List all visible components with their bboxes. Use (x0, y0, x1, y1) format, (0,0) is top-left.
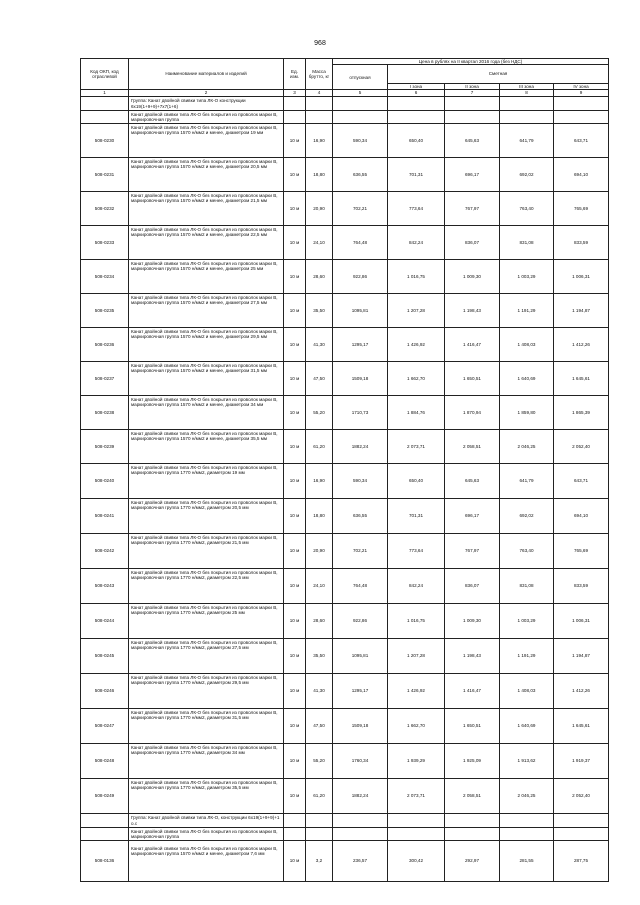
column-index-row (81, 90, 609, 97)
price-zone-3: 1 408,03 (500, 328, 554, 362)
item-code: 508-0231 (81, 158, 129, 192)
item-mass: 18,80 (306, 158, 333, 192)
item-mass: 3,2 (306, 841, 333, 882)
price-zone-3: 1 003,29 (500, 604, 554, 639)
header-release: отпускная (333, 65, 388, 90)
price-zone-2: 292,97 (445, 841, 500, 882)
price-zone-1: 300,42 (388, 841, 445, 882)
header-zone-2: II зона (445, 83, 500, 89)
item-unit: 10 м (284, 158, 306, 192)
item-name-text: Канат двойной свивки типа ЛК-О без покрытия из проволок марки В, маркировочная группа 1570 н/мм2 и менее, диаметром 20,5 мм (131, 159, 278, 170)
column-index-cell: 7 (445, 90, 500, 97)
table-row (81, 499, 609, 534)
item-unit: 10 м (284, 674, 306, 709)
item-name-text: Канат двойной свивки типа ЛК-О без покрытия из проволок марки В, маркировочная группа 1770 н/мм2, диаметром 27,5 мм (131, 640, 278, 651)
price-zone-2: 836,07 (445, 569, 500, 604)
table-row (81, 779, 609, 814)
item-mass: 55,20 (306, 396, 333, 430)
price-zone-2: 2 058,51 (445, 430, 500, 464)
column-index-cell: 2 (129, 90, 284, 97)
price-zone-4: 287,75 (554, 841, 609, 882)
price-zone-4: 1 645,61 (554, 709, 609, 744)
price-zone-3: 2 046,25 (500, 430, 554, 464)
column-index-cell: 5 (333, 90, 388, 97)
price-zone-2: 1 416,47 (445, 328, 500, 362)
price-zone-3: 831,08 (500, 569, 554, 604)
price-zone-1: 842,24 (388, 569, 445, 604)
column-index-cell: 4 (306, 90, 333, 97)
item-name (129, 744, 284, 779)
item-mass: 55,20 (306, 744, 333, 779)
price-zone-4: 1 412,26 (554, 674, 609, 709)
price-zone-2: 1 009,30 (445, 260, 500, 294)
price-zone-1: 1 426,92 (388, 674, 445, 709)
item-unit: 10 м (284, 779, 306, 814)
price-zone-4: 1 194,87 (554, 639, 609, 674)
item-unit: 10 м (284, 430, 306, 464)
price-release: 1095,81 (333, 294, 388, 328)
item-name (129, 294, 284, 328)
item-name-text: Канат двойной свивки типа ЛК-О без покрытия из проволок марки В, маркировочная группа 1770 н/мм2, диаметром 31,5 мм (131, 710, 278, 721)
price-zone-1: 773,64 (388, 534, 445, 569)
header-zone-3: III зона (500, 83, 554, 89)
header-unit: Ед. изм. (284, 59, 306, 90)
item-mass: 28,60 (306, 604, 333, 639)
item-mass: 16,90 (306, 124, 333, 158)
item-name (129, 226, 284, 260)
table-row (81, 841, 609, 882)
group-title: Группа: Канат двойной свивки типа ЛК-О, конструкции 6х19(1+9+9)+1 о.с (129, 814, 284, 828)
item-name (129, 328, 284, 362)
item-unit: 10 м (284, 260, 306, 294)
price-zone-4: 1 412,26 (554, 328, 609, 362)
group-subtitle: Канат двойной свивки типа ЛК-О без покрытия из проволок марки В, маркировочная группа (129, 828, 284, 841)
item-name (129, 464, 284, 499)
item-name-text: Канат двойной свивки типа ЛК-О без покрытия из проволок марки В, маркировочная группа 1570 н/мм2 и менее, диаметром 31,5 мм (131, 363, 278, 374)
price-zone-2: 2 058,51 (445, 779, 500, 814)
item-code: 508-0241 (81, 499, 129, 534)
price-zone-3: 1 640,69 (500, 362, 554, 396)
table-row (81, 534, 609, 569)
column-index-cell: 8 (500, 90, 554, 97)
price-zone-3: 1 191,29 (500, 294, 554, 328)
item-mass: 35,50 (306, 294, 333, 328)
price-release: 764,48 (333, 569, 388, 604)
table-row (81, 260, 609, 294)
item-name-text: Канат двойной свивки типа ЛК-О без покрытия из проволок марки В, маркировочная группа 1770 н/мм2, диаметром 25 мм (131, 605, 278, 616)
price-release: 590,34 (333, 464, 388, 499)
price-zone-4: 833,59 (554, 226, 609, 260)
price-zone-2: 767,97 (445, 192, 500, 226)
page-number: 968 (314, 40, 326, 47)
item-name (129, 124, 284, 158)
table-row (81, 604, 609, 639)
price-zone-3: 692,02 (500, 158, 554, 192)
item-code: 508-0237 (81, 362, 129, 396)
item-name-text: Канат двойной свивки типа ЛК-О без покрытия из проволок марки В, маркировочная группа 1570 н/мм2 и менее, диаметром 25 мм (131, 261, 278, 272)
item-mass: 41,30 (306, 328, 333, 362)
price-release: 1095,81 (333, 639, 388, 674)
item-name-text: Канат двойной свивки типа ЛК-О без покрытия из проволок марки В, маркировочная группа 1770 н/мм2, диаметром 21,5 мм (131, 535, 278, 546)
item-name-text: Канат двойной свивки типа ЛК-О без покрытия из проволок марки В, маркировочная группа 1570 н/мм2 и менее, диаметром 35,5 мм (131, 431, 278, 442)
price-table (80, 58, 609, 882)
item-unit: 10 м (284, 124, 306, 158)
price-zone-4: 765,69 (554, 192, 609, 226)
item-name-text: Канат двойной свивки типа ЛК-О без покрытия из проволок марки В, маркировочная группа 1770 н/мм2, диаметром 29,5 мм (131, 675, 278, 686)
price-zone-1: 1 884,76 (388, 396, 445, 430)
table-row (81, 639, 609, 674)
price-zone-2: 696,17 (445, 158, 500, 192)
price-zone-1: 1 016,75 (388, 260, 445, 294)
price-zone-3: 641,79 (500, 124, 554, 158)
price-zone-1: 2 073,71 (388, 430, 445, 464)
item-name-text: Канат двойной свивки типа ЛК-О без покрытия из проволок марки В, маркировочная группа 1570 н/мм2 и менее, диаметром 7,6 мм (131, 845, 278, 856)
item-unit: 10 м (284, 294, 306, 328)
price-zone-3: 1 859,80 (500, 396, 554, 430)
item-unit: 10 м (284, 604, 306, 639)
price-zone-4: 694,10 (554, 158, 609, 192)
header-zone-4: IV зона (554, 83, 609, 89)
item-unit: 10 м (284, 464, 306, 499)
item-mass: 28,60 (306, 260, 333, 294)
item-unit: 10 м (284, 841, 306, 882)
table-row (81, 744, 609, 779)
price-zone-2: 1 416,47 (445, 674, 500, 709)
item-code: 508-0247 (81, 709, 129, 744)
price-zone-3: 763,40 (500, 534, 554, 569)
item-code: 508-0240 (81, 464, 129, 499)
price-zone-1: 1 426,92 (388, 328, 445, 362)
price-zone-3: 831,08 (500, 226, 554, 260)
item-code: 508-0232 (81, 192, 129, 226)
header-code: Код ОКП, код отраслевой (81, 59, 129, 90)
price-zone-1: 2 073,71 (388, 779, 445, 814)
price-zone-3: 281,55 (500, 841, 554, 882)
item-code: 508-0244 (81, 604, 129, 639)
price-release: 636,55 (333, 158, 388, 192)
price-zone-1: 1 207,28 (388, 294, 445, 328)
table-row (81, 674, 609, 709)
price-zone-3: 2 046,25 (500, 779, 554, 814)
price-release: 764,48 (333, 226, 388, 260)
group-code-cell (81, 97, 129, 111)
price-release: 1710,73 (333, 396, 388, 430)
price-zone-2: 1 198,43 (445, 294, 500, 328)
header-name: Наименование материалов и изделий (129, 59, 284, 90)
item-unit: 10 м (284, 362, 306, 396)
price-release: 702,21 (333, 534, 388, 569)
item-name-text: Канат двойной свивки типа ЛК-О без покрытия из проволок марки В, маркировочная группа 1570 н/мм2 и менее, диаметром 29,5 мм (131, 329, 278, 340)
item-name-text: Канат двойной свивки типа ЛК-О без покрытия из проволок марки В, маркировочная группа 1570 н/мм2 и менее, диаметром 27,5 мм (131, 295, 278, 306)
price-release: 1509,18 (333, 709, 388, 744)
table-row (81, 328, 609, 362)
price-release: 922,86 (333, 260, 388, 294)
column-index-cell: 9 (554, 90, 609, 97)
item-code: 508-0136 (81, 841, 129, 882)
price-zone-1: 701,31 (388, 499, 445, 534)
header-estimated: Сметная (388, 65, 609, 83)
price-zone-2: 696,17 (445, 499, 500, 534)
item-name (129, 362, 284, 396)
item-unit: 10 м (284, 744, 306, 779)
item-unit: 10 м (284, 639, 306, 674)
item-name (129, 499, 284, 534)
price-zone-4: 1 645,61 (554, 362, 609, 396)
item-code: 508-0234 (81, 260, 129, 294)
item-name-text: Канат двойной свивки типа ЛК-О без покрытия из проволок марки В, маркировочная группа 1570 н/мм2 и менее, диаметром 19 мм (131, 125, 278, 136)
price-zone-2: 1 198,43 (445, 639, 500, 674)
price-release: 1509,18 (333, 362, 388, 396)
item-name (129, 534, 284, 569)
price-release: 636,55 (333, 499, 388, 534)
item-code: 508-0235 (81, 294, 129, 328)
item-name (129, 709, 284, 744)
price-zone-1: 1 662,70 (388, 362, 445, 396)
table-row (81, 569, 609, 604)
item-code: 508-0249 (81, 779, 129, 814)
item-unit: 10 м (284, 192, 306, 226)
price-zone-3: 641,79 (500, 464, 554, 499)
column-index-cell: 1 (81, 90, 129, 97)
price-zone-1: 1 207,28 (388, 639, 445, 674)
price-release: 236,57 (333, 841, 388, 882)
column-index-cell: 3 (284, 90, 306, 97)
price-zone-2: 1 650,51 (445, 362, 500, 396)
item-code: 508-0245 (81, 639, 129, 674)
item-mass: 20,90 (306, 534, 333, 569)
item-unit: 10 м (284, 534, 306, 569)
price-zone-3: 763,40 (500, 192, 554, 226)
price-zone-4: 643,71 (554, 124, 609, 158)
item-mass: 24,10 (306, 226, 333, 260)
item-name (129, 639, 284, 674)
item-code: 508-0248 (81, 744, 129, 779)
price-zone-1: 701,31 (388, 158, 445, 192)
column-index-cell: 6 (388, 90, 445, 97)
price-zone-3: 1 640,69 (500, 709, 554, 744)
item-name (129, 396, 284, 430)
item-mass: 41,30 (306, 674, 333, 709)
table-row (81, 464, 609, 499)
price-zone-4: 1 194,87 (554, 294, 609, 328)
item-name-text: Канат двойной свивки типа ЛК-О без покрытия из проволок марки В, маркировочная группа 1570 н/мм2 и менее, диаметром 21,5 мм (131, 193, 278, 204)
price-zone-1: 1 016,75 (388, 604, 445, 639)
price-zone-4: 694,10 (554, 499, 609, 534)
price-zone-4: 1 865,39 (554, 396, 609, 430)
item-code: 508-0236 (81, 328, 129, 362)
item-unit: 10 м (284, 328, 306, 362)
item-name-text: Канат двойной свивки типа ЛК-О без покрытия из проволок марки В, маркировочная группа 1770 н/мм2, диаметром 22,5 мм (131, 570, 278, 581)
group-code-cell (81, 111, 129, 124)
item-unit: 10 м (284, 499, 306, 534)
price-zone-1: 842,24 (388, 226, 445, 260)
price-zone-1: 650,40 (388, 124, 445, 158)
item-mass: 47,50 (306, 362, 333, 396)
item-mass: 18,80 (306, 499, 333, 534)
price-zone-4: 1 006,31 (554, 260, 609, 294)
item-code: 508-0239 (81, 430, 129, 464)
price-zone-1: 773,64 (388, 192, 445, 226)
price-release: 1295,17 (333, 328, 388, 362)
price-zone-1: 1 939,29 (388, 744, 445, 779)
item-unit: 10 м (284, 226, 306, 260)
item-mass: 35,50 (306, 639, 333, 674)
price-zone-2: 1 009,30 (445, 604, 500, 639)
item-code: 508-0243 (81, 569, 129, 604)
price-zone-2: 1 650,51 (445, 709, 500, 744)
item-code: 508-0238 (81, 396, 129, 430)
price-zone-1: 1 662,70 (388, 709, 445, 744)
price-zone-1: 650,40 (388, 464, 445, 499)
price-release: 1295,17 (333, 674, 388, 709)
header-zone-1: I зона (388, 83, 445, 89)
item-mass: 16,90 (306, 464, 333, 499)
item-unit: 10 м (284, 569, 306, 604)
price-zone-2: 836,07 (445, 226, 500, 260)
item-name-text: Канат двойной свивки типа ЛК-О без покрытия из проволок марки В, маркировочная группа 1770 н/мм2, диаметром 19 мм (131, 465, 278, 476)
price-zone-3: 1 003,29 (500, 260, 554, 294)
price-release: 1882,24 (333, 779, 388, 814)
table-row (81, 430, 609, 464)
item-name (129, 604, 284, 639)
item-code: 508-0242 (81, 534, 129, 569)
price-zone-4: 765,69 (554, 534, 609, 569)
item-mass: 61,20 (306, 779, 333, 814)
price-zone-4: 1 919,37 (554, 744, 609, 779)
table-row (81, 192, 609, 226)
item-unit: 10 м (284, 396, 306, 430)
item-name (129, 192, 284, 226)
table-row (81, 294, 609, 328)
item-mass: 20,90 (306, 192, 333, 226)
item-name-text: Канат двойной свивки типа ЛК-О без покрытия из проволок марки В, маркировочная группа 1770 н/мм2, диаметром 34 мм (131, 745, 278, 756)
item-name (129, 779, 284, 814)
item-name-text: Канат двойной свивки типа ЛК-О без покрытия из проволок марки В, маркировочная группа 1770 н/мм2, диаметром 35,5 мм (131, 780, 278, 791)
item-mass: 47,50 (306, 709, 333, 744)
item-code: 508-0246 (81, 674, 129, 709)
price-zone-3: 692,02 (500, 499, 554, 534)
table-row (81, 709, 609, 744)
price-release: 1882,24 (333, 430, 388, 464)
item-code: 508-0230 (81, 124, 129, 158)
header-price-group: Цена в рублях на II квартал 2016 года (без НДС) (333, 59, 609, 65)
price-zone-2: 1 870,94 (445, 396, 500, 430)
table-row (81, 396, 609, 430)
item-name (129, 158, 284, 192)
item-name (129, 430, 284, 464)
item-unit: 10 м (284, 709, 306, 744)
price-zone-4: 643,71 (554, 464, 609, 499)
item-name (129, 569, 284, 604)
item-name (129, 674, 284, 709)
price-zone-3: 1 408,03 (500, 674, 554, 709)
group-subtitle: Канат двойной свивки типа ЛК-О без покрытия из проволок марки В, маркировочная группа (129, 111, 284, 124)
price-release: 702,21 (333, 192, 388, 226)
price-release: 590,34 (333, 124, 388, 158)
price-zone-2: 645,63 (445, 124, 500, 158)
price-release: 922,86 (333, 604, 388, 639)
price-release: 1760,34 (333, 744, 388, 779)
price-zone-3: 1 913,62 (500, 744, 554, 779)
item-name-text: Канат двойной свивки типа ЛК-О без покрытия из проволок марки В, маркировочная группа 1570 н/мм2 и менее, диаметром 34 мм (131, 397, 278, 408)
price-zone-2: 645,63 (445, 464, 500, 499)
table-row (81, 362, 609, 396)
item-name (129, 260, 284, 294)
item-name-text: Канат двойной свивки типа ЛК-О без покрытия из проволок марки В, маркировочная группа 1770 н/мм2, диаметром 20,5 мм (131, 500, 278, 511)
item-code: 508-0233 (81, 226, 129, 260)
price-zone-4: 2 052,40 (554, 430, 609, 464)
item-mass: 61,20 (306, 430, 333, 464)
item-name (129, 841, 284, 882)
header-mass: Масса брутто, кг (306, 59, 333, 90)
price-zone-2: 1 925,09 (445, 744, 500, 779)
price-zone-4: 1 006,31 (554, 604, 609, 639)
price-zone-2: 767,97 (445, 534, 500, 569)
table-row (81, 226, 609, 260)
group-title: Группа: Канат двойной свивки типа ЛК-О конструкции 6х19(1+9+9)+7х7(1+6) (129, 97, 284, 111)
item-mass: 24,10 (306, 569, 333, 604)
table-row (81, 158, 609, 192)
item-name-text: Канат двойной свивки типа ЛК-О без покрытия из проволок марки В, маркировочная группа 1570 н/мм2 и менее, диаметром 22,5 мм (131, 227, 278, 238)
price-zone-4: 2 052,40 (554, 779, 609, 814)
table-row (81, 124, 609, 158)
price-zone-4: 833,59 (554, 569, 609, 604)
price-zone-3: 1 191,29 (500, 639, 554, 674)
